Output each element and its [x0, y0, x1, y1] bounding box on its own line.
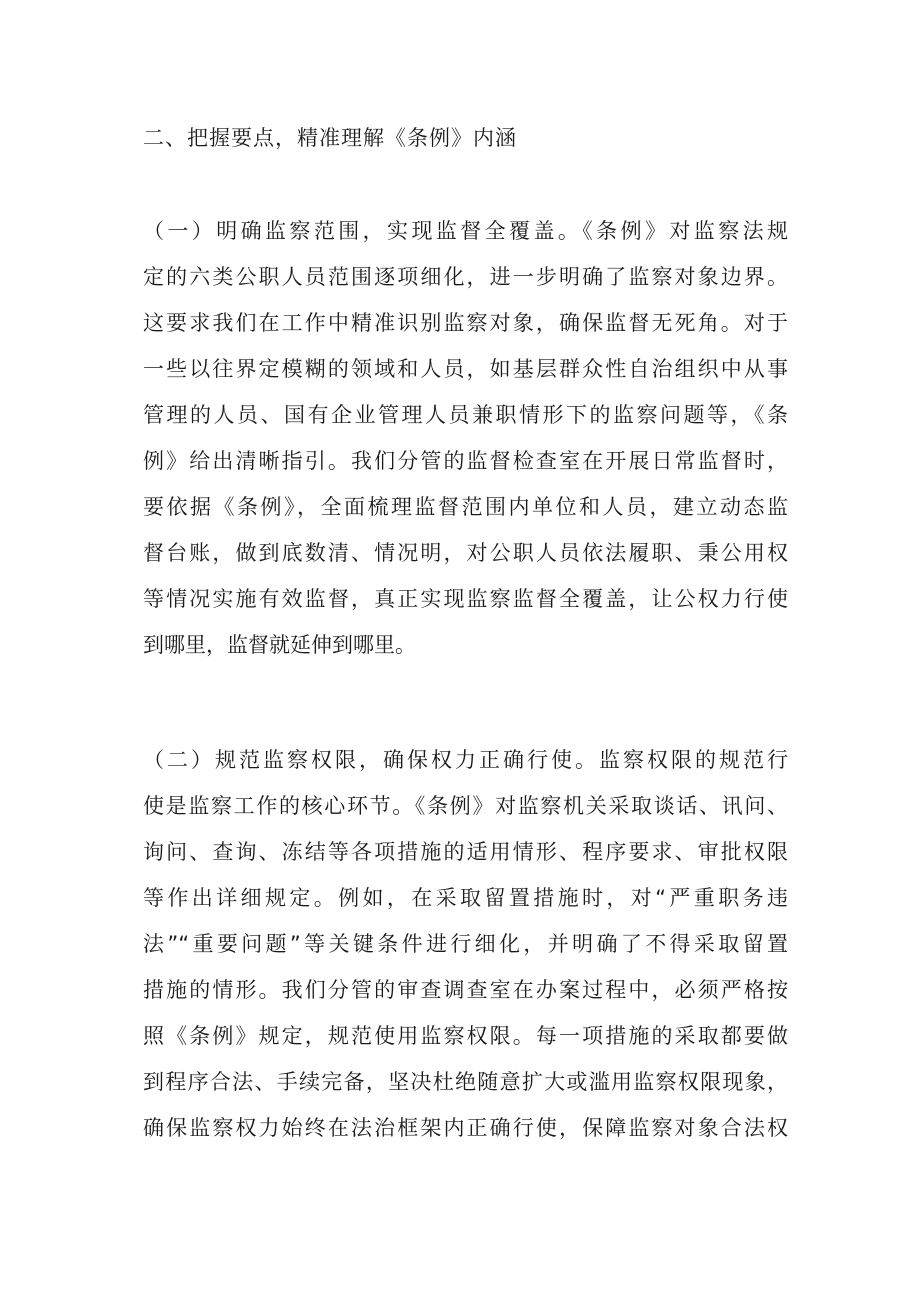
paragraph-line: 法”“重要问题”等关键条件进行细化，并明确了不得采取留置: [143, 932, 788, 956]
paragraph-line: 例》给出清晰指引。我们分管的监督检查室在开展日常监督时，: [143, 449, 788, 473]
paragraph-line: 要依据《条例》，全面梳理监督范围内单位和人员，建立动态监: [143, 495, 788, 519]
paragraph-line: 定的六类公职人员范围逐项细化，进一步明确了监察对象边界。: [143, 265, 788, 289]
paragraph-line: 管理的人员、国有企业管理人员兼职情形下的监察问题等，《条: [143, 403, 788, 427]
paragraph-supervision-authority: [143, 737, 788, 1151]
section-heading: 二、把握要点，精准理解《条例》内涵: [143, 126, 517, 150]
paragraph-line: 确保监察权力始终在法治框架内正确行使，保障监察对象合法权: [143, 1116, 788, 1140]
paragraph-line: 询问、查询、冻结等各项措施的适用情形、程序要求、审批权限: [143, 840, 788, 864]
paragraph-line: 措施的情形。我们分管的审查调查室在办案过程中，必须严格按: [143, 978, 788, 1002]
paragraph-line: （二）规范监察权限，确保权力正确行使。监察权限的规范行: [143, 748, 788, 772]
paragraph-line: 使是监察工作的核心环节。《条例》对监察机关采取谈话、讯问、: [143, 794, 788, 818]
paragraph-line: 照《条例》规定，规范使用监察权限。每一项措施的采取都要做: [143, 1024, 788, 1048]
paragraph-line: 到程序合法、手续完备，坚决杜绝随意扩大或滥用监察权限现象，: [143, 1070, 788, 1094]
paragraph-line: 等作出详细规定。例如，在采取留置措施时，对“严重职务违: [143, 886, 788, 910]
paragraph-line: 一些以往界定模糊的领域和人员，如基层群众性自治组织中从事: [143, 357, 788, 381]
paragraph-supervision-scope: [143, 208, 788, 668]
paragraph-line: （一）明确监察范围，实现监督全覆盖。《条例》对监察法规: [143, 219, 788, 243]
paragraph-line: 到哪里，监督就延伸到哪里。: [143, 633, 416, 657]
paragraph-line: 这要求我们在工作中精准识别监察对象，确保监督无死角。对于: [143, 311, 788, 335]
paragraph-line: 督台账，做到底数清、情况明，对公职人员依法履职、秉公用权: [143, 541, 788, 565]
paragraph-line: 等情况实施有效监督，真正实现监察监督全覆盖，让公权力行使: [143, 587, 788, 611]
